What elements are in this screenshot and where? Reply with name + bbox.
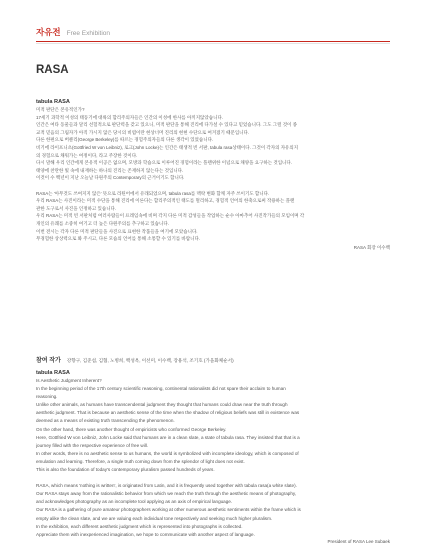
korean-line: 인간은 여타 동물들과 달리 선험적으로 판단력을 갖고 있으니, 미적 판단을 통해 진리에 다가설 수 있다고 믿었습니다. 그도 그럴 것이 종 xyxy=(36,122,297,128)
english-line: This is also the foundation of today's contemporary pluralism passed hundreds of years. xyxy=(36,467,215,473)
english-line: In other words, there is no aesthetic sense to us humans, the world is symbolized with incomplete ideology, which is composed of xyxy=(36,450,299,456)
english-body xyxy=(36,377,390,539)
korean-line: 이것이 수 백년이 지난 오늘날 다원주의 Contemporary의 근거이기도 합니다. xyxy=(36,175,185,181)
korean-line: 관한 도구로서 사진을 인정하고 있습니다. xyxy=(36,205,117,211)
english-line: empty alike the clean slate, and we are valuing each individual tone respectively and seeking much higher pluralism. xyxy=(36,515,273,521)
participating-artists xyxy=(36,355,390,364)
korean-line: 의 경험으로 채워가는 여정이다, 라고 주장한 것이다. xyxy=(36,152,138,158)
english-line: and acknowledges photography as an incomplete tool applying as an axis of empirical language. xyxy=(36,499,233,505)
english-heading: tabula RASA xyxy=(36,370,70,376)
korean-signature: RASA 회장 이수백 xyxy=(353,244,390,250)
korean-statement xyxy=(36,99,390,251)
korean-body xyxy=(36,106,390,243)
english-line: Unlike other animals, as humans have transcendental judgment they thought that humans could draw near the truth through xyxy=(36,402,288,408)
artists-label: 참여 작가 xyxy=(36,358,61,364)
korean-line: 무경험한 상상력으로 봐 주시고, 다른 모습의 언어를 통해 소통할 수 있기를 바랍니다. xyxy=(36,236,201,242)
korean-line: 17세기 과학적 이성의 태동기에 대륙의 합리주의자들은 인간의 이성에 한사를 아끼지않았습니다. xyxy=(36,114,224,120)
english-line: emulation and learning. Therefore, a single truth coming down from the splendor of light does not exist. xyxy=(36,458,245,464)
english-line: Here, Gottfried W von Leibniz, John Locke said that humans are in a clean slate, a state of tabula rasa. They insisted that that is a xyxy=(36,434,300,440)
header-thin-rule xyxy=(36,43,390,44)
english-line: journey filled with the respective experience of free will. xyxy=(36,442,149,448)
korean-line xyxy=(36,182,390,190)
english-line: In the exhibition, each different aesthetic judgment which is represented into photographs is collected. xyxy=(36,523,243,529)
korean-line: RASA는 '아무것도 쓰여지지 않은' 뜻으로 라틴어에서 유래되었으며, tabula rasa를 맥락 변화 함께 자주 쓰이기도 합니다. xyxy=(36,190,270,196)
korean-line: 미적 판단은 본유적인가? xyxy=(36,107,85,112)
english-line: Is Aesthetic Judgment Inherent? xyxy=(36,378,102,383)
page-title: RASA xyxy=(36,64,69,76)
korean-line: 다시 말해 우리 인간에게 본유적 이공은 없으며, 모방과 학습으로 이루어진 경험이라는 플랜위한 이념으로 채양을 요구하는 것입니다. xyxy=(36,160,292,166)
korean-line: 우리 RASA는 사진이라는 미적 수단을 통해 진리에 이른다는 합리주의적인 태도를 멀리하고, 경험적 언어의 한축으로써 작용하는 플랜 xyxy=(36,198,295,204)
english-line: Our RASA stays away from the rationalistic behavior from which we reach the truth through the aesthetic means of photography, xyxy=(36,491,297,497)
artists-names: 강향구, 김준섭, 김협, 노병희, 백성옥, 이선미, 이수백, 장용석, 조기호 (가을화체순서) xyxy=(66,358,234,363)
korean-line: 개인의 유쾌를 소중히 여기고 더 높은 다원주의를 추구하고 있습니다. xyxy=(36,220,169,226)
page-header xyxy=(36,26,110,38)
english-line: Our RASA is a gathering of pure amateur photographers working at other numerous aesthetic sentiments within the frame which is xyxy=(36,507,301,513)
english-line: Appreciate them with inexperienced imagination, we hope to communicate with another aspect of language. xyxy=(36,531,255,537)
korean-line: 태양에 찬란한 빛 속에 내재하는 하나의 진리는 존재하지 않는다는 것입니다. xyxy=(36,167,184,173)
korean-line: 우리 RASA는 미적 빈 서판처럼 여러사람들이 프레임속에 비며 각지 다른 미적 감성들을 작업하는 순수 아마추어 사진작가들의 모임이며 각 xyxy=(36,213,305,219)
korean-line: 다른 한편으로 버클리(George Berkeley)를 따르는 경험주의자들의 다른 생각이 있었습니다. xyxy=(36,137,214,143)
header-rule xyxy=(36,41,390,42)
korean-line: 이번 전시는 각자 다른 미적 판단들을 사진으로 표현한 작품들을 여기에 모았습니다. xyxy=(36,228,198,234)
section-title-korean: 자유전 xyxy=(36,27,61,37)
english-line: reasoning. xyxy=(36,394,58,400)
english-statement xyxy=(36,370,390,544)
english-line: deemed as a means of existing truth transcending the phenomenon. xyxy=(36,418,175,424)
korean-line: 비기에 라이프니츠(Gottfried W von Leibniz), 로크(John Locke)는 인간은 태생적 빈 서판, tabula rasa상태이다. 그것이 각자의 자유의지 xyxy=(36,144,299,150)
english-line: aesthetic judgment. That is because an aesthetic sense of the time when the shadow of religious beliefs was still in existence was xyxy=(36,410,300,416)
english-line: In the beginning period of the 17th century scientific reasoning, continental rationalists did not spare their acclaim to human xyxy=(36,386,286,392)
english-signature: President of RASA Lee Subaek xyxy=(327,538,390,544)
english-line: On the other hand, there was another thought of empiricists who conformed George Berkeley. xyxy=(36,426,227,432)
english-line: RASA, which means 'nothing is written', is originated from Latin, and it is frequently used together with tabula rasa(a white slate). xyxy=(36,483,297,489)
korean-heading: tabula RASA xyxy=(36,99,70,105)
korean-line: 교적 믿음의 그림자가 아직 가시지 않은 당시의 비엽이란 현상너머 진리의 현현 수단으로 여겨졌기 때문입니다. xyxy=(36,129,250,135)
section-title-english: Free Exhibition xyxy=(66,30,110,37)
paragraph-gap xyxy=(36,474,390,482)
